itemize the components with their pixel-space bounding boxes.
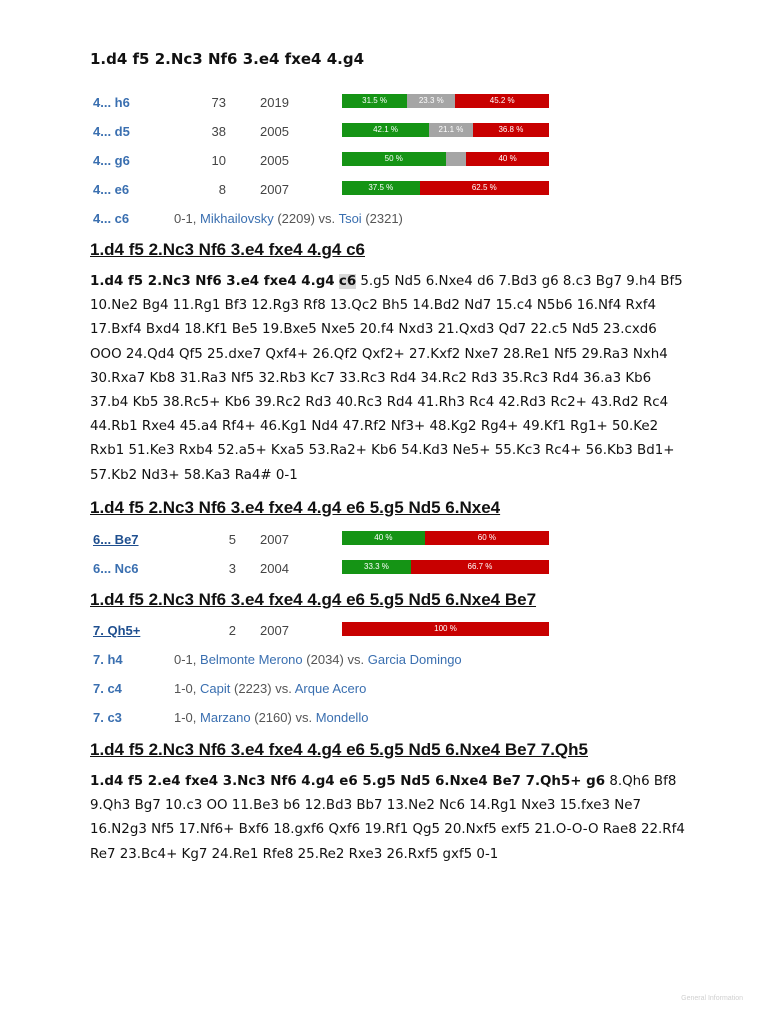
year: 2007 bbox=[260, 532, 289, 547]
game-count: 73 bbox=[211, 95, 226, 110]
move-link[interactable]: 4... g6 bbox=[93, 153, 130, 168]
game-row[interactable] bbox=[93, 652, 563, 672]
game-result: 0-1, bbox=[174, 652, 197, 667]
game-row[interactable] bbox=[93, 211, 563, 231]
section-heading: 1.d4 f5 2.Nc3 Nf6 3.e4 fxe4 4.g4 c6 bbox=[90, 240, 365, 259]
win-segment: 31.5 % bbox=[342, 94, 407, 108]
loss-segment: 40 % bbox=[466, 152, 549, 166]
game-moves bbox=[90, 770, 690, 867]
top-heading: 1.d4 f5 2.Nc3 Nf6 3.e4 fxe4 4.g4 bbox=[90, 50, 365, 68]
white-player-link[interactable]: Mikhailovsky bbox=[200, 211, 274, 226]
game-count: 5 bbox=[228, 532, 236, 547]
stats-row[interactable] bbox=[93, 182, 563, 202]
game-row[interactable] bbox=[93, 710, 563, 730]
vs-label: vs. bbox=[275, 681, 292, 696]
stats-row[interactable] bbox=[93, 623, 563, 643]
game-result: 1-0, bbox=[174, 710, 197, 725]
loss-segment: 36.8 % bbox=[473, 123, 549, 137]
move-link[interactable]: 4... h6 bbox=[93, 95, 130, 110]
stats-row[interactable] bbox=[93, 532, 563, 552]
white-elo: (2223) bbox=[234, 681, 272, 696]
vs-label: vs. bbox=[347, 652, 365, 667]
moves-rest: 8.Qh6 Bf8 9.Qh3 Bg7 10.c3 OO 11.Be3 b6 12.Bd3 Bb7 13.Ne2 Nc6 14.Rg1 Nxe3 15.fxe3 Ne7 16.N2g3 Nf5 17.Nf6+ Bxf6 18.gxf6 Qxf6 19.Rf1 Qg5 20.Nxf5 exf5 21.O-O-O Rae8 22.Rf4 Re7 23.Bc4+ Kg7 24.Re1 Rfe8 25.Re2 Rxe3 26.Rxf5 gxf5 0-1 bbox=[90, 774, 685, 862]
section-heading: 1.d4 f5 2.Nc3 Nf6 3.e4 fxe4 4.g4 e6 5.g5 Nd5 6.Nxe4 Be7 7.Qh5 bbox=[90, 740, 588, 759]
move-link[interactable]: 7. c4 bbox=[93, 681, 122, 696]
white-player-link[interactable]: Capit bbox=[200, 681, 231, 696]
year: 2004 bbox=[260, 561, 289, 576]
win-segment: 40 % bbox=[342, 531, 425, 545]
game-result: 0-1, bbox=[174, 211, 197, 226]
vs-label: vs. bbox=[295, 710, 313, 725]
game-count: 38 bbox=[211, 124, 226, 139]
white-elo: (2160) bbox=[254, 710, 292, 725]
highlighted-move: c6 bbox=[338, 274, 357, 289]
result-bar bbox=[342, 181, 549, 195]
win-segment: 50 % bbox=[342, 152, 446, 166]
draw-segment: 23.3 % bbox=[407, 94, 455, 108]
stats-row[interactable] bbox=[93, 561, 563, 581]
moves-rest: 5.g5 Nd5 6.Nxe4 d6 7.Bd3 g6 8.c3 Bg7 9.h4 Bf5 10.Ne2 Bg4 11.Rg1 Bf3 12.Rg3 Rf8 13.Qc2 Bh5 14.Bd2 Nd7 15.c4 N5b6 16.Nf4 Rxf4 17.Bxf4 Bxd4 18.Kf1 Be5 19.Bxe5 Nxe5 20.f4 Nxd3 21.Qxd3 Qd7 22.c5 Nd5 23.cxd6 OOO 24.Qd4 Qf5 25.dxe7 Qxf4+ 26.Qf2 Qxf2+ 27.Kxf2 Nxe7 28.Re1 Nf5 29.Ra3 Nxh4 30.Rxa7 Kb8 31.Ra3 Nf5 32.Rb3 Kc7 33.Rc3 Rd4 34.Rc2 Rd3 35.Rc3 Rd4 36.a3 Kb6 37.b4 Kb5 38.Rc5+ Kb6 39.Rc2 Rd3 40.Rc3 Rd4 41.Rh3 Rc4 42.Rd3 Rc2+ 43.Rd2 Rc4 44.Rb1 Rxe4 45.a4 Rf4+ 46.Kg1 Nd4 47.Rf2 Nf3+ 48.Kg2 Rg4+ 49.Kf1 Rg1+ 50.Ke2 Rxb1 51.Ke3 Rxb4 52.a5+ Kxa5 53.Ra2+ Kb6 54.Kd3 Ne5+ 55.Kc3 Rc4+ 56.Kb3 Bd1+ 57.Kb2 Nd3+ 58.Ka3 Ra4# 0-1 bbox=[90, 274, 683, 483]
result-bar bbox=[342, 531, 549, 545]
game-reference bbox=[174, 710, 368, 725]
game-count: 10 bbox=[211, 153, 226, 168]
moves-bold: 1.d4 f5 2.e4 fxe4 3.Nc3 Nf6 4.g4 e6 5.g5 Nd5 6.Nxe4 Be7 7.Qh5+ g6 bbox=[90, 774, 606, 789]
move-link[interactable]: 7. c3 bbox=[93, 710, 122, 725]
loss-segment: 60 % bbox=[425, 531, 549, 545]
game-row[interactable] bbox=[93, 681, 563, 701]
black-player-link[interactable]: Tsoi bbox=[338, 211, 362, 226]
stats-row[interactable] bbox=[93, 153, 563, 173]
stats-row[interactable] bbox=[93, 95, 563, 115]
vs-label: vs. bbox=[318, 211, 336, 226]
game-reference bbox=[174, 652, 462, 667]
loss-segment: 62.5 % bbox=[420, 181, 549, 195]
game-moves bbox=[90, 270, 690, 488]
year: 2007 bbox=[260, 623, 289, 638]
move-link[interactable]: 6... Nc6 bbox=[93, 561, 139, 576]
game-count: 3 bbox=[228, 561, 236, 576]
result-bar bbox=[342, 152, 549, 166]
white-player-link[interactable]: Marzano bbox=[200, 710, 251, 725]
white-elo: (2209) bbox=[277, 211, 315, 226]
loss-segment: 100 % bbox=[342, 622, 549, 636]
white-elo: (2034) bbox=[306, 652, 344, 667]
loss-segment: 45.2 % bbox=[455, 94, 549, 108]
move-link[interactable]: 4... c6 bbox=[93, 211, 130, 226]
black-player-link[interactable]: Mondello bbox=[315, 710, 369, 725]
footer-label: General Information bbox=[681, 995, 743, 1002]
white-player-link[interactable]: Belmonte Merono bbox=[200, 652, 303, 667]
move-link[interactable]: 7. Qh5+ bbox=[93, 623, 141, 638]
year: 2019 bbox=[260, 95, 289, 110]
black-player-link[interactable]: Arque Acero bbox=[294, 681, 367, 696]
result-bar bbox=[342, 123, 549, 137]
game-count: 8 bbox=[218, 182, 226, 197]
result-bar bbox=[342, 94, 549, 108]
stats-row[interactable] bbox=[93, 124, 563, 144]
result-bar bbox=[342, 622, 549, 636]
moves-bold: 1.d4 f5 2.Nc3 Nf6 3.e4 fxe4 4.g4 bbox=[90, 274, 335, 289]
game-count: 2 bbox=[228, 623, 236, 638]
move-link[interactable]: 4... d5 bbox=[93, 124, 130, 139]
game-reference bbox=[174, 681, 366, 696]
result-bar bbox=[342, 560, 549, 574]
black-player-link[interactable]: Garcia Domingo bbox=[367, 652, 462, 667]
black-elo: (2321) bbox=[365, 211, 403, 226]
section-heading: 1.d4 f5 2.Nc3 Nf6 3.e4 fxe4 4.g4 e6 5.g5 Nd5 6.Nxe4 bbox=[90, 498, 501, 517]
win-segment: 37.5 % bbox=[342, 181, 420, 195]
section-heading: 1.d4 f5 2.Nc3 Nf6 3.e4 fxe4 4.g4 e6 5.g5 Nd5 6.Nxe4 Be7 bbox=[90, 590, 537, 609]
draw-segment: 21.1 % bbox=[429, 123, 473, 137]
move-link[interactable]: 6... Be7 bbox=[93, 532, 139, 547]
win-segment: 33.3 % bbox=[342, 560, 411, 574]
game-reference bbox=[174, 211, 403, 226]
move-link[interactable]: 7. h4 bbox=[93, 652, 123, 667]
year: 2005 bbox=[260, 124, 289, 139]
move-link[interactable]: 4... e6 bbox=[93, 182, 130, 197]
draw-segment bbox=[446, 152, 467, 166]
win-segment: 42.1 % bbox=[342, 123, 429, 137]
game-result: 1-0, bbox=[174, 681, 197, 696]
loss-segment: 66.7 % bbox=[411, 560, 549, 574]
year: 2007 bbox=[260, 182, 289, 197]
year: 2005 bbox=[260, 153, 289, 168]
